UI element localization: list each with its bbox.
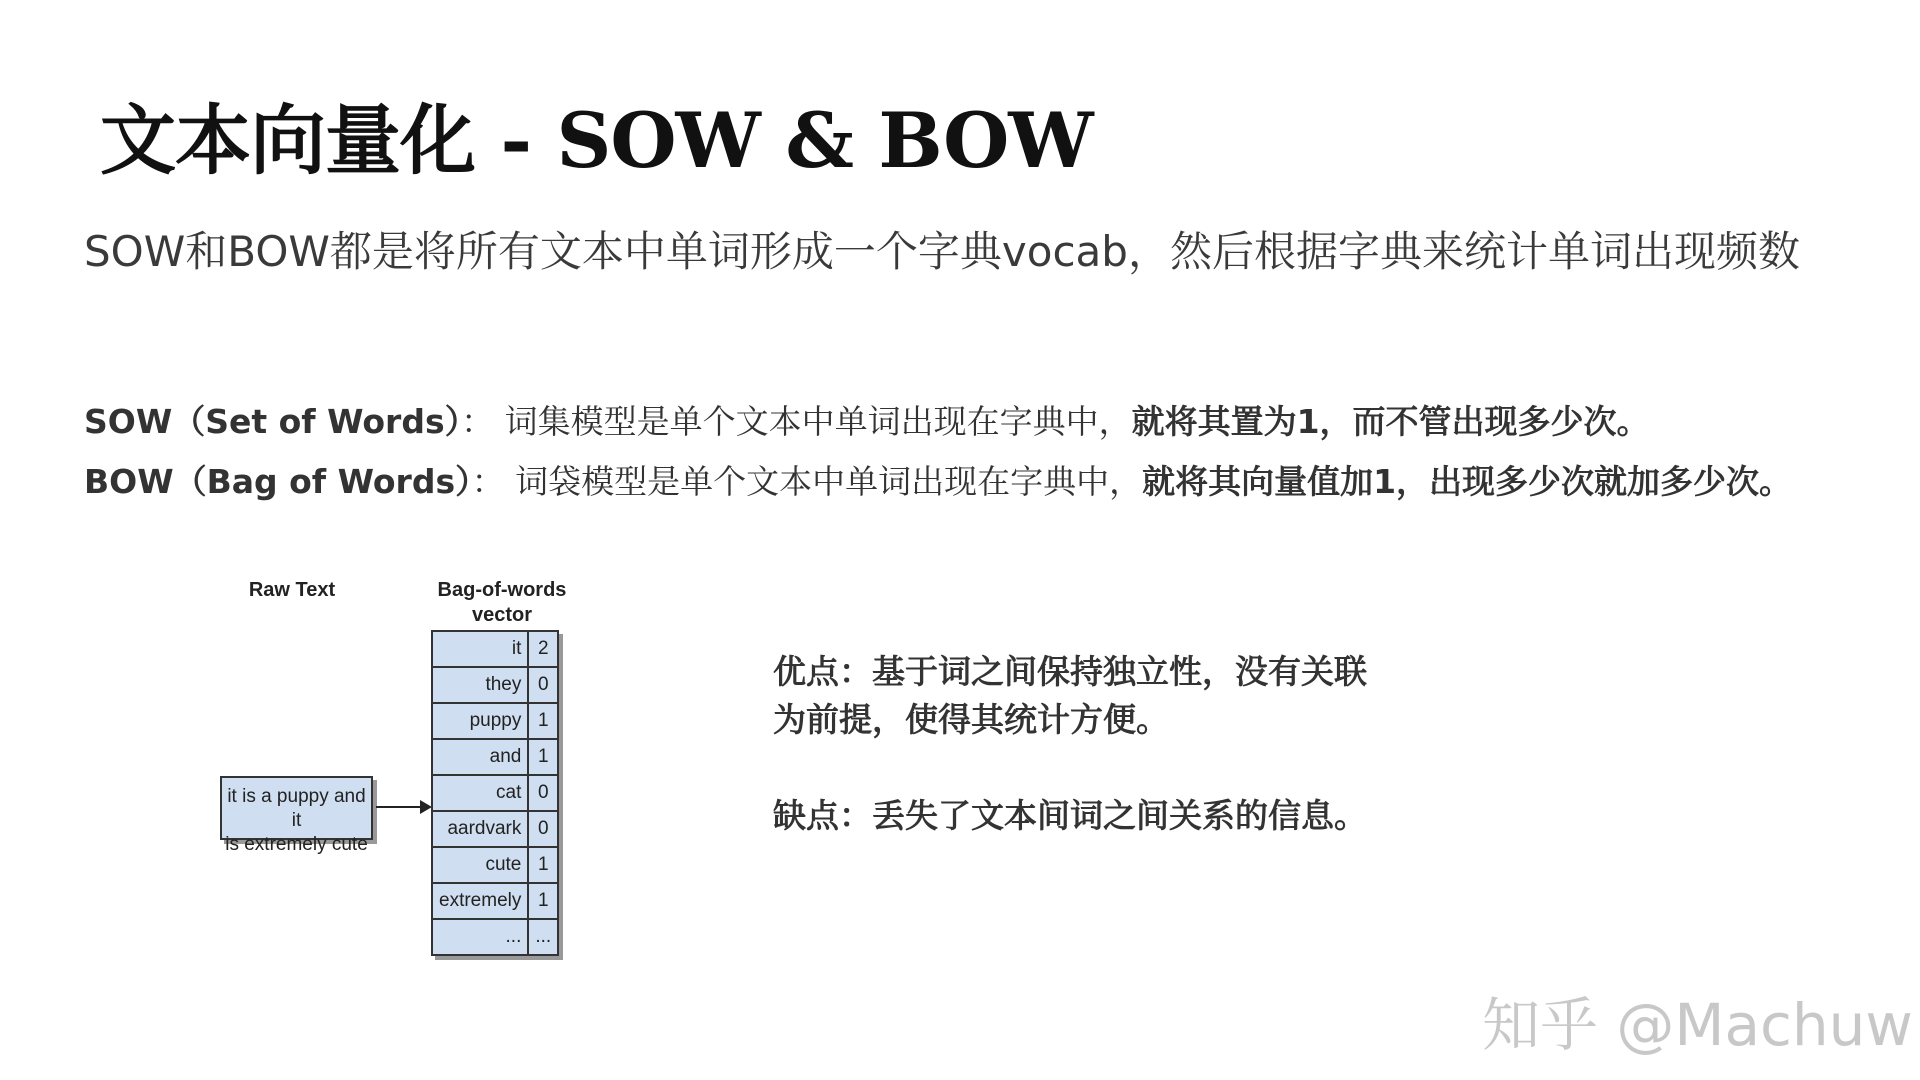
watermark: 知乎 @Machuw — [1482, 991, 1913, 1059]
sow-definition — [84, 397, 1824, 447]
vector-word: puppy — [432, 703, 528, 739]
bow-vector-label-line1: Bag-of-words — [437, 579, 567, 601]
pros-text: 优点：基于词之间保持独立性，没有关联为前提，使得其统计方便。 — [773, 652, 1367, 739]
vector-word: and — [432, 739, 528, 775]
vector-row — [432, 739, 558, 775]
vector-row — [432, 919, 558, 955]
vector-word: ... — [432, 919, 528, 955]
vector-row — [432, 631, 558, 667]
vector-count: 1 — [528, 847, 558, 883]
vector-row — [432, 811, 558, 847]
vector-row — [432, 667, 558, 703]
vector-word: aardvark — [432, 811, 528, 847]
vector-count: 1 — [528, 703, 558, 739]
vector-word: they — [432, 667, 528, 703]
bow-vector-label — [432, 578, 572, 628]
pros-cons — [773, 648, 1393, 888]
vector-count: 1 — [528, 883, 558, 919]
vector-count: 0 — [528, 775, 558, 811]
bag-of-words-diagram — [200, 570, 580, 1000]
vector-word: cute — [432, 847, 528, 883]
vector-row — [432, 847, 558, 883]
raw-text-line2: is extremely cute — [225, 834, 368, 855]
bow-definition — [84, 457, 1824, 507]
vector-word: cat — [432, 775, 528, 811]
arrow-line — [376, 806, 420, 808]
vector-count: 1 — [528, 739, 558, 775]
bow-text: 词袋模型是单个文本中单词出现在字典中， — [515, 462, 1143, 501]
raw-text-box — [220, 776, 373, 855]
bow-vector-label-line2: vector — [471, 604, 533, 626]
bow-colon: ： — [471, 462, 505, 501]
cons-text: 缺点：丢失了文本间词之间关系的信息。 — [773, 796, 1367, 835]
sow-bold-text: 就将其置为1，而不管出现多少次。 — [1131, 402, 1650, 441]
vector-count: 0 — [528, 667, 558, 703]
definitions — [84, 397, 1824, 517]
vector-count: ... — [528, 919, 558, 955]
vector-row — [432, 703, 558, 739]
vector-count: 0 — [528, 811, 558, 847]
raw-text-label: Raw Text — [248, 579, 336, 601]
sow-text: 词集模型是单个文本中单词出现在字典中， — [504, 402, 1132, 441]
raw-text-line1: it is a puppy and it — [227, 786, 366, 831]
vector-row — [432, 883, 558, 919]
vector-word: extremely — [432, 883, 528, 919]
vector-count: 2 — [528, 631, 558, 667]
sow-colon: ： — [461, 402, 495, 441]
sow-term: SOW（Set of Words） — [84, 402, 462, 441]
intro-paragraph: SOW和BOW都是将所有文本中单词形成一个字典vocab，然后根据字典来统计单词出现频数 — [84, 227, 1800, 276]
vector-row — [432, 775, 558, 811]
bow-bold-text: 就将其向量值加1，出现多少次就加多少次。 — [1142, 462, 1793, 501]
vector-word: it — [432, 631, 528, 667]
bow-term: BOW（Bag of Words） — [84, 462, 472, 501]
bow-vector-table — [431, 630, 559, 956]
page-title: 文本向量化 - SOW & BOW — [100, 96, 1093, 185]
